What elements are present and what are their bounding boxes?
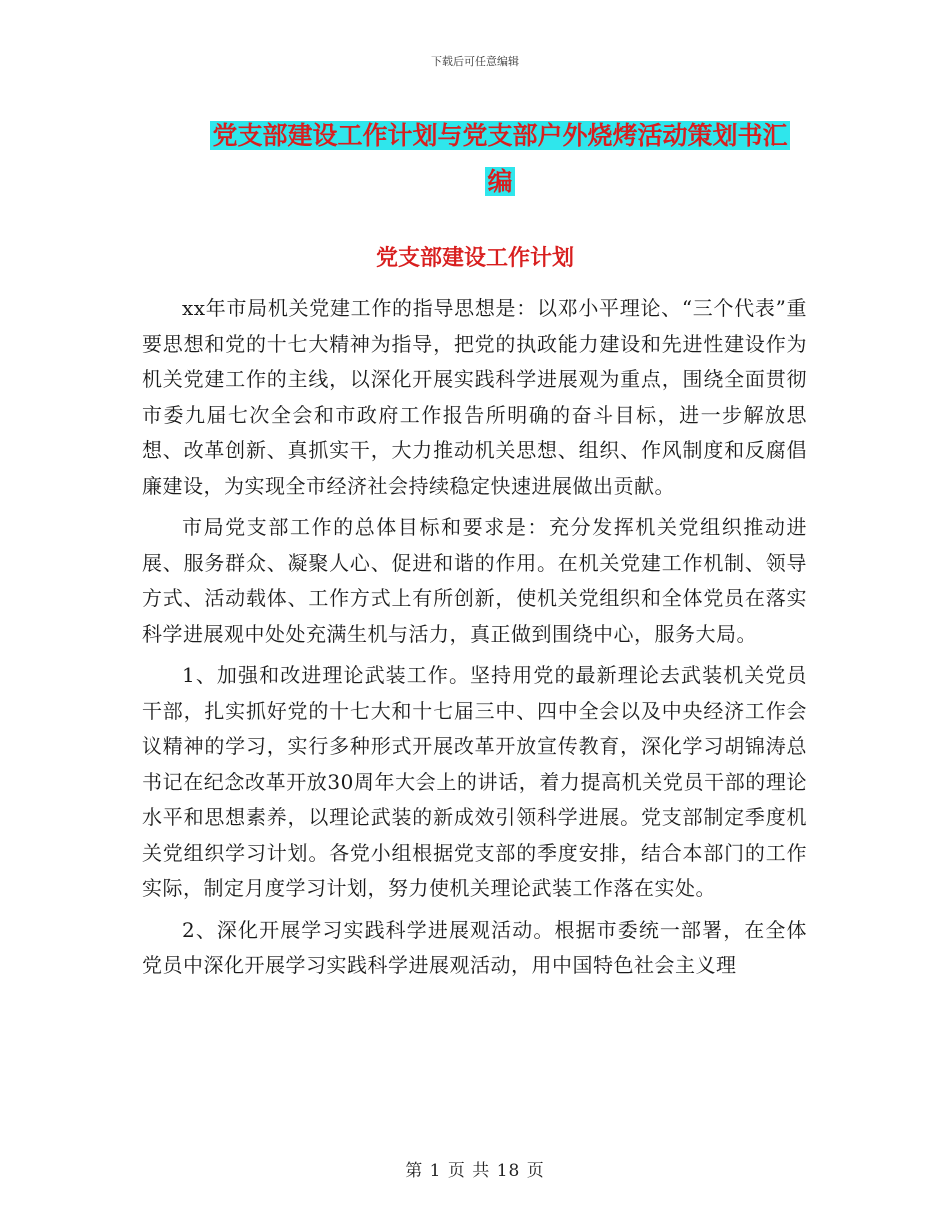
body-text — [142, 291, 807, 990]
paragraph: 1、加强和改进理论武装工作。坚持用党的最新理论去武装机关党员干部，扎实抓好党的十七大和十七届三中、四中全会以及中央经济工作会议精神的学习，实行多种形式开展改革开放宣传教育，深化学习胡锦涛总书记在纪念改革开放30周年大会上的讲话，着力提高机关党员干部的理论水平和思想素养，以理论武装的新成效引领科学进展。党支部制定季度机关党组织学习计划。各党小组根据党支部的季度安排，结合本部门的工作实际，制定月度学习计划，努力使机关理论武装工作落在实处。 — [142, 663, 807, 900]
page-number: 第 1 页 共 18 页 — [405, 1161, 545, 1181]
document-title-line-2: 编 — [487, 167, 513, 196]
paragraph: 2、深化开展学习实践科学进展观活动。根据市委统一部署，在全体党员中深化开展学习实践科学进展观活动，用中国特色社会主义理 — [142, 917, 807, 977]
document-title — [190, 113, 810, 205]
page-header-note: 下载后可任意编辑 — [431, 55, 519, 68]
section-heading: 党支部建设工作计划 — [375, 245, 574, 271]
document-title-line-1: 党支部建设工作计划与党支部户外烧烤活动策划书汇 — [212, 121, 788, 150]
paragraph: 市局党支部工作的总体目标和要求是：充分发挥机关党组织推动进展、服务群众、凝聚人心、促进和谐的作用。在机关党建工作机制、领导方式、活动载体、工作方式上有所创新，使机关党组织和全体党员在落实科学进展观中处处充满生机与活力，真正做到围绕中心，服务大局。 — [142, 515, 807, 646]
paragraph: xx年市局机关党建工作的指导思想是：以邓小平理论、“三个代表”重要思想和党的十七大精神为指导，把党的执政能力建设和先进性建设作为机关党建工作的主线，以深化开展实践科学进展观为重点，围绕全面贯彻市委九届七次全会和市政府工作报告所明确的奋斗目标，进一步解放思想、改革创新、真抓实干，大力推动机关思想、组织、作风制度和反腐倡廉建设，为实现全市经济社会持续稳定快速进展做出贡献。 — [142, 296, 807, 498]
